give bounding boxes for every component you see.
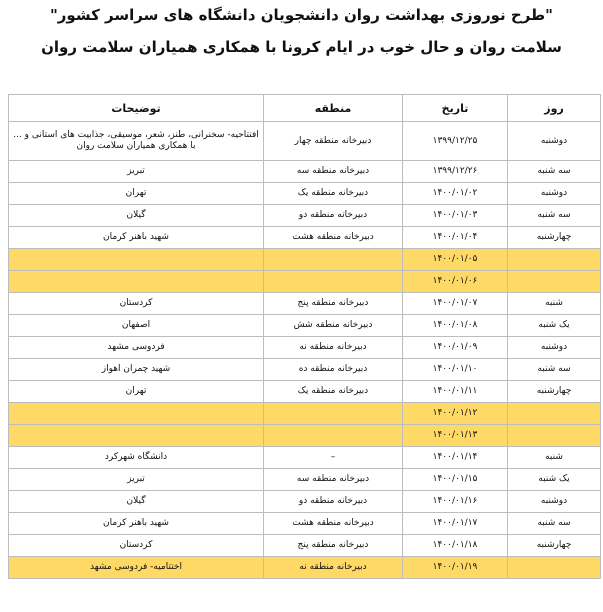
cell-region xyxy=(264,271,403,293)
cell-region: دبیرخانه منطقه ده xyxy=(264,359,403,381)
cell-day: دوشنبه xyxy=(508,122,601,161)
cell-day: دوشنبه xyxy=(508,491,601,513)
cell-description: تهران xyxy=(9,381,264,403)
table-row xyxy=(9,535,601,557)
cell-date: ۱۳۹۹/۱۲/۲۶ xyxy=(403,161,508,183)
cell-region: دبیرخانه منطقه دو xyxy=(264,205,403,227)
cell-description xyxy=(9,249,264,271)
table-row xyxy=(9,381,601,403)
cell-description: شهید باهنر کرمان xyxy=(9,227,264,249)
schedule-body xyxy=(9,122,601,579)
cell-day: دوشنبه xyxy=(508,183,601,205)
cell-date: ۱۴۰۰/۰۱/۱۷ xyxy=(403,513,508,535)
cell-description: کردستان xyxy=(9,535,264,557)
cell-day xyxy=(508,557,601,579)
table-row xyxy=(9,491,601,513)
cell-date: ۱۴۰۰/۰۱/۰۴ xyxy=(403,227,508,249)
cell-description xyxy=(9,271,264,293)
table-row xyxy=(9,337,601,359)
table-row xyxy=(9,359,601,381)
cell-day: یک شنبه xyxy=(508,315,601,337)
cell-description: گیلان xyxy=(9,491,264,513)
cell-region: دبیرخانه منطقه هشت xyxy=(264,513,403,535)
cell-date: ۱۴۰۰/۰۱/۱۶ xyxy=(403,491,508,513)
cell-description: گیلان xyxy=(9,205,264,227)
cell-date: ۱۴۰۰/۰۱/۰۳ xyxy=(403,205,508,227)
cell-region: دبیرخانه منطقه نه xyxy=(264,557,403,579)
cell-day xyxy=(508,271,601,293)
cell-region: دبیرخانه منطقه دو xyxy=(264,491,403,513)
cell-region xyxy=(264,403,403,425)
cell-region: دبیرخانه منطقه سه xyxy=(264,161,403,183)
cell-description: شهید چمران اهواز xyxy=(9,359,264,381)
cell-region: دبیرخانه منطقه شش xyxy=(264,315,403,337)
header-description: توضیحات xyxy=(9,95,264,122)
cell-date: ۱۴۰۰/۰۱/۱۴ xyxy=(403,447,508,469)
cell-date: ۱۴۰۰/۰۱/۰۶ xyxy=(403,271,508,293)
cell-day: چهارشنبه xyxy=(508,535,601,557)
table-row xyxy=(9,425,601,447)
cell-date: ۱۴۰۰/۰۱/۱۲ xyxy=(403,403,508,425)
cell-region: دبیرخانه منطقه پنج xyxy=(264,535,403,557)
document-title: "طرح نوروزی بهداشت روان دانشجویان دانشگاه های سراسر کشور" xyxy=(49,6,553,24)
cell-region: دبیرخانه منطقه نه xyxy=(264,337,403,359)
cell-day: سه شنبه xyxy=(508,359,601,381)
cell-region: – xyxy=(264,447,403,469)
cell-date: ۱۴۰۰/۰۱/۱۰ xyxy=(403,359,508,381)
cell-description: افتتاحیه- سخنرانی، طنز، شعر، موسیقی، جذابیت های استانی و ... با همکاری همیاران سلامت روان xyxy=(9,122,264,161)
cell-date: ۱۴۰۰/۰۱/۱۳ xyxy=(403,425,508,447)
cell-date: ۱۳۹۹/۱۲/۲۵ xyxy=(403,122,508,161)
cell-description: اصفهان xyxy=(9,315,264,337)
cell-day: سه شنبه xyxy=(508,513,601,535)
table-row xyxy=(9,249,601,271)
cell-region xyxy=(264,425,403,447)
cell-description: فردوسی مشهد xyxy=(9,337,264,359)
table-row xyxy=(9,183,601,205)
cell-day xyxy=(508,425,601,447)
cell-region: دبیرخانه منطقه هشت xyxy=(264,227,403,249)
cell-date: ۱۴۰۰/۰۱/۰۷ xyxy=(403,293,508,315)
cell-day: دوشنبه xyxy=(508,337,601,359)
table-row xyxy=(9,315,601,337)
cell-region xyxy=(264,249,403,271)
cell-date: ۱۴۰۰/۰۱/۰۹ xyxy=(403,337,508,359)
cell-day xyxy=(508,403,601,425)
table-row xyxy=(9,513,601,535)
cell-description: کردستان xyxy=(9,293,264,315)
cell-date: ۱۴۰۰/۰۱/۰۵ xyxy=(403,249,508,271)
cell-date: ۱۴۰۰/۰۱/۰۲ xyxy=(403,183,508,205)
table-row xyxy=(9,557,601,579)
header-date: تاریخ xyxy=(403,95,508,122)
table-row xyxy=(9,205,601,227)
cell-region: دبیرخانه منطقه چهار xyxy=(264,122,403,161)
cell-day: سه شنبه xyxy=(508,205,601,227)
cell-description: دانشگاه شهرکرد xyxy=(9,447,264,469)
cell-day xyxy=(508,249,601,271)
table-row xyxy=(9,227,601,249)
cell-description: شهید باهنر کرمان xyxy=(9,513,264,535)
cell-region: دبیرخانه منطقه سه xyxy=(264,469,403,491)
table-row xyxy=(9,161,601,183)
cell-day: یک شنبه xyxy=(508,469,601,491)
cell-description: تبریز xyxy=(9,469,264,491)
table-row xyxy=(9,469,601,491)
cell-date: ۱۴۰۰/۰۱/۱۹ xyxy=(403,557,508,579)
document-subtitle: سلامت روان و حال خوب در ایام کرونا با همکاری همیاران سلامت روان xyxy=(41,38,562,56)
table-row xyxy=(9,403,601,425)
cell-date: ۱۴۰۰/۰۱/۱۱ xyxy=(403,381,508,403)
header-day: روز xyxy=(508,95,601,122)
table-row xyxy=(9,447,601,469)
cell-day: چهارشنبه xyxy=(508,227,601,249)
cell-date: ۱۴۰۰/۰۱/۱۵ xyxy=(403,469,508,491)
cell-description: تهران xyxy=(9,183,264,205)
cell-description xyxy=(9,425,264,447)
table-row xyxy=(9,271,601,293)
cell-description: اختتامیه- فردوسی مشهد xyxy=(9,557,264,579)
cell-day: شنبه xyxy=(508,293,601,315)
cell-date: ۱۴۰۰/۰۱/۰۸ xyxy=(403,315,508,337)
table-row xyxy=(9,293,601,315)
header-row xyxy=(9,95,601,122)
cell-day: شنبه xyxy=(508,447,601,469)
cell-description: تبریز xyxy=(9,161,264,183)
cell-day: چهارشنبه xyxy=(508,381,601,403)
schedule-table xyxy=(8,94,601,579)
cell-region: دبیرخانه منطقه یک xyxy=(264,381,403,403)
cell-region: دبیرخانه منطقه یک xyxy=(264,183,403,205)
cell-description xyxy=(9,403,264,425)
cell-region: دبیرخانه منطقه پنج xyxy=(264,293,403,315)
header-region: منطقه xyxy=(264,95,403,122)
cell-day: سه شنبه xyxy=(508,161,601,183)
cell-date: ۱۴۰۰/۰۱/۱۸ xyxy=(403,535,508,557)
table-row xyxy=(9,122,601,161)
